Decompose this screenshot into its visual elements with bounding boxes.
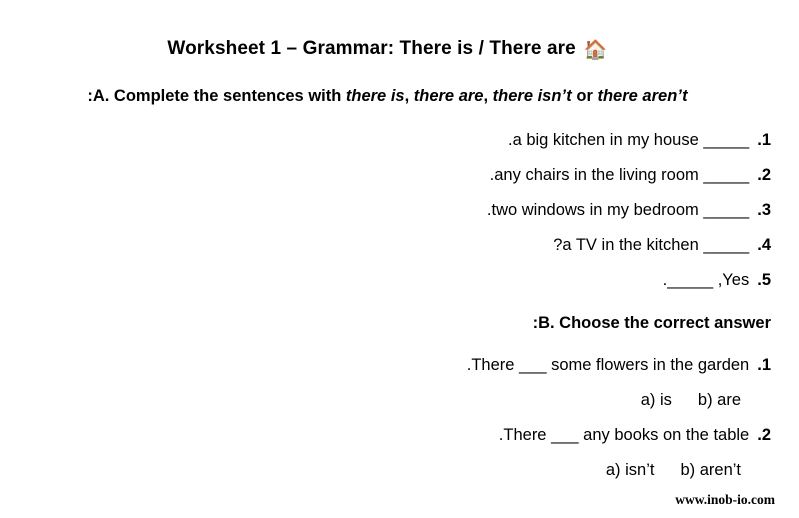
section-b-item-2-option-a[interactable]: a) isn’t xyxy=(605,461,655,479)
section-a-item-1-text: .a big kitchen in my house _____ xyxy=(507,131,750,149)
section-a-sep-3: or xyxy=(571,87,598,105)
section-a-term-3: there isn’t xyxy=(492,87,572,105)
section-a-sep-2: , xyxy=(483,87,493,105)
section-a-item-4 xyxy=(553,236,771,255)
section-a-item-3 xyxy=(487,201,771,220)
section-b-item-1-option-a[interactable]: a) is xyxy=(640,391,672,409)
section-a-term-1: there is xyxy=(345,87,405,105)
section-a-item-2-text: .any chairs in the living room _____ xyxy=(489,166,750,184)
section-a-item-4-text: ?a TV in the kitchen _____ xyxy=(553,236,750,254)
section-a-term-4: there aren’t xyxy=(597,87,688,105)
section-a-sep-1: , xyxy=(404,87,414,105)
section-a-item-2 xyxy=(490,166,771,185)
section-a-item-5-number: .5 xyxy=(757,271,771,289)
footer-watermark: www.inob-io.com xyxy=(675,492,775,507)
section-a-item-3-text: .two windows in my bedroom _____ xyxy=(486,201,750,219)
section-b-item-1-option-b[interactable]: b) are xyxy=(697,391,741,409)
section-b-item-2-number: .2 xyxy=(757,426,771,444)
page-title-text: Worksheet 1 – Grammar: There is / There are xyxy=(167,38,576,59)
house-icon: 🏠 xyxy=(583,40,608,61)
section-b-item-2-choices xyxy=(606,461,741,480)
section-b-item-1-choices xyxy=(641,391,741,410)
section-a-item-5 xyxy=(663,271,771,290)
section-b-item-1 xyxy=(467,356,771,375)
section-a-item-3-number: .3 xyxy=(757,201,771,219)
section-a-item-1-number: .1 xyxy=(757,131,771,149)
section-a-item-1 xyxy=(508,131,771,150)
section-a-heading xyxy=(0,87,775,106)
section-b-heading: :B. Choose the correct answer xyxy=(532,314,771,332)
section-a-term-2: there are xyxy=(413,87,484,105)
page-title xyxy=(0,38,775,62)
section-b-item-1-number: .1 xyxy=(757,356,771,374)
section-b-item-1-text: .There ___ some flowers in the garden xyxy=(466,356,750,374)
section-a-item-5-text: ._____ ,Yes xyxy=(662,271,750,289)
section-b-item-2-text: .There ___ any books on the table xyxy=(498,426,750,444)
section-a-item-4-number: .4 xyxy=(757,236,771,254)
section-a-heading-prefix: :A. Complete the sentences with xyxy=(87,87,346,105)
section-b-item-2 xyxy=(499,426,771,445)
section-a-item-2-number: .2 xyxy=(757,166,771,184)
section-b-item-2-option-b[interactable]: b) aren’t xyxy=(680,461,741,479)
